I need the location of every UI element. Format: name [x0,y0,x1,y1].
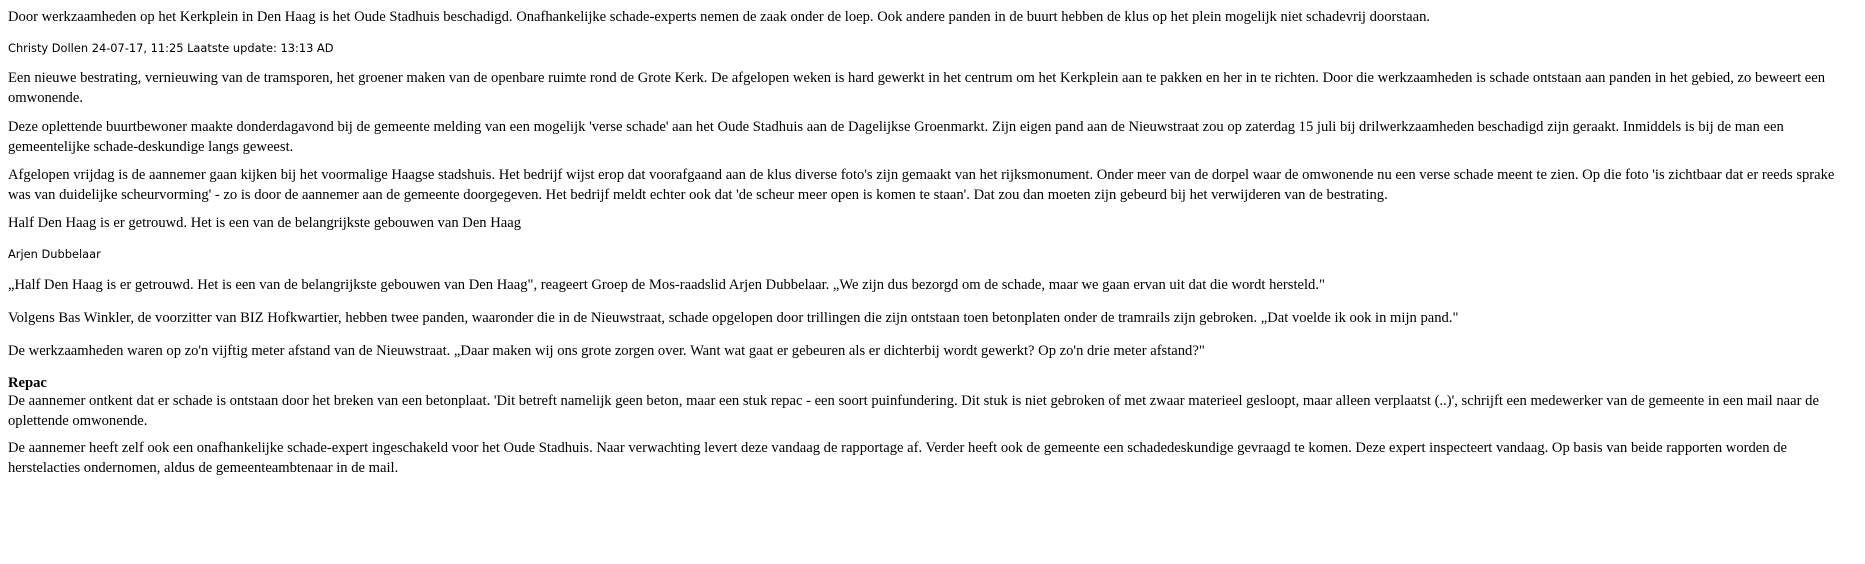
article-lead: Door werkzaamheden op het Kerkplein in Den Haag is het Oude Stadhuis beschadigd. Onafhankelijke schade-experts nemen de zaak onder de loep. Ook andere panden in de buurt hebben de klus op het plein mogelijk niet schadevrij doorstaan. [8,9,1431,25]
article-paragraph-2: Deze oplettende buurtbewoner maakte donderdagavond bij de gemeente melding van een mogelijk 'verse schade' aan het Oude Stadhuis aan de Dagelijkse Groenmarkt. Zijn eigen pand aan de Nieuwstraat zou op zaterdag 15 juli bij drilwerkzaamheden beschadigd zijn geraakt. Inmiddels is bij de man een gemeentelijke schade-deskundige langs geweest. [8,119,1784,155]
article-paragraph-7: De aannemer ontkent dat er schade is ontstaan door het breken van een betonplaat. 'Dit betreft namelijk geen beton, maar een stuk repac - een soort puinfundering. Dit stuk is niet gebroken of met zwaar materieel gesloopt, maar alleen verplaatst (..)', schrijft een medewerker van de gemeente in een mail naar de oplettende omwonende. [8,393,1819,429]
section-heading: Repac [8,375,47,391]
article-paragraph-8: De aannemer heeft zelf ook een onafhankelijke schade-expert ingeschakeld voor het Oude Stadhuis. Naar verwachting levert deze vandaag de rapportage af. Verder heeft ook de gemeente een schadedeskundige gevraagd te komen. Deze expert inspecteert vandaag. Op basis van beide rapporten worden de herstelacties ondernomen, aldus de gemeenteambtenaar in de mail. [8,440,1787,476]
article-byline: Christy Dollen 24-07-17, 11:25 Laatste update: 13:13 AD [8,41,334,55]
image-caption: Half Den Haag is er getrouwd. Het is een van de belangrijkste gebouwen van Den Haag [8,215,522,231]
article-paragraph-1: Een nieuwe bestrating, vernieuwing van de tramsporen, het groener maken van de openbare ruimte rond de Grote Kerk. De afgelopen weken is hard gewerkt in het centrum om het Kerkplein aan te pakken en her in te richten. Door die werkzaamheden is schade ontstaan aan panden in het gebied, zo beweert een omwonende. [8,70,1826,106]
article-paragraph-3: Afgelopen vrijdag is de aannemer gaan kijken bij het voormalige Haagse stadshuis. Het bedrijf wijst erop dat voorafgaand aan de klus diverse foto's zijn gemaakt van het rijksmonument. Onder meer van de dorpel waar de omwonende nu een verse schade meent te zien. Op die foto 'is zichtbaar dat er reeds sprake was van duidelijke scheurvorming' - zo is door de aannemer aan de gemeente doorgegeven. Het bedrijf meldt echter ook dat 'de scheur meer open is komen te staan'. Dat zou dan moeten zijn gebeurd bij het verwijderen van de bestrating. [8,167,1835,203]
image-credit: Arjen Dubbelaar [8,247,101,261]
article-paragraph-4: „Half Den Haag is er getrouwd. Het is een van de belangrijkste gebouwen van Den Haag", reageert Groep de Mos-raadslid Arjen Dubbelaar. „We zijn dus bezorgd om de schade, maar we gaan ervan uit dat die wordt hersteld." [8,277,1325,293]
article-paragraph-6: De werkzaamheden waren op zo'n vijftig meter afstand van de Nieuwstraat. „Daar maken wij ons grote zorgen over. Want wat gaat er gebeuren als er dichterbij wordt gewerkt? Op zo'n drie meter afstand?" [8,343,1205,359]
article-paragraph-5: Volgens Bas Winkler, de voorzitter van BIZ Hofkwartier, hebben twee panden, waaronder die in de Nieuwstraat, schade opgelopen door trillingen die zijn ontstaan toen betonplaten onder de tramrails zijn gebroken. „Dat voelde ik ook in mijn pand." [8,310,1459,326]
